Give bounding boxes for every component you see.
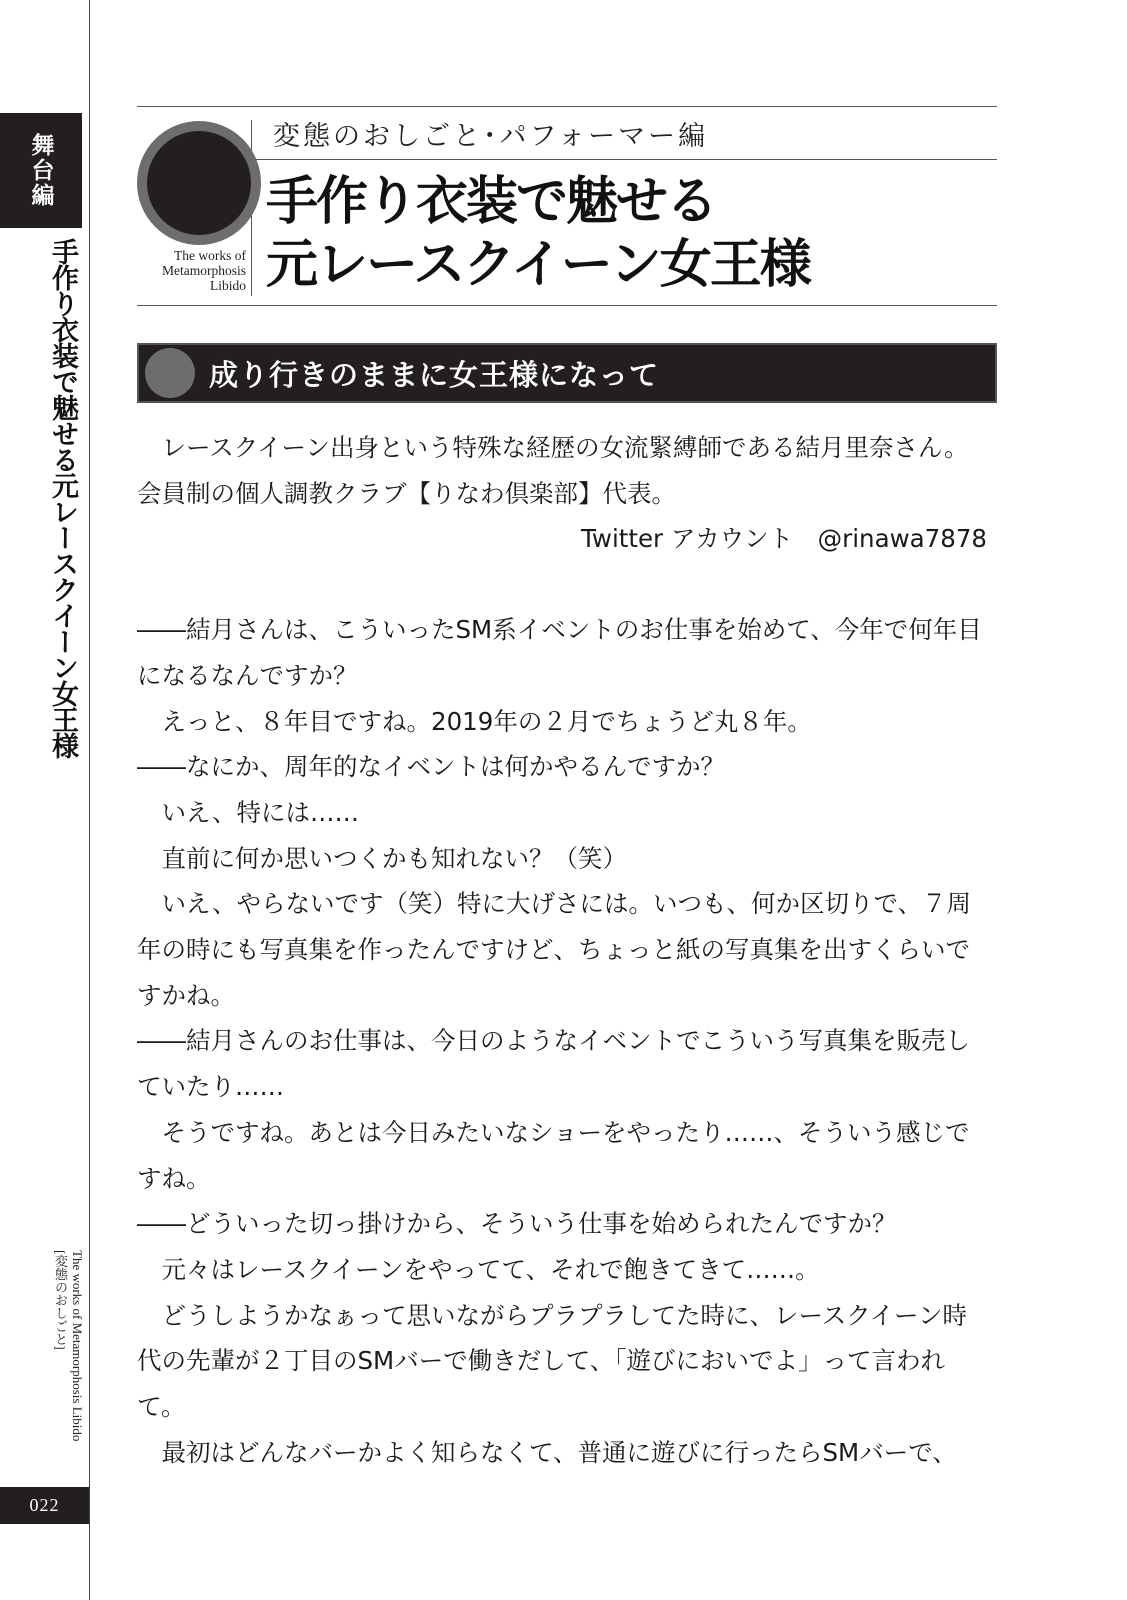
interview-paragraph: 直前に何か思いつくかも知れない？（笑） (161, 843, 627, 873)
works-caption-line: Metamorphosis (162, 263, 246, 278)
book-credit (48, 1250, 86, 1465)
interview-paragraph: ――結月さんのお仕事は、今日のようなイベントでこういう写真集を販売していたり…… (137, 1026, 970, 1102)
interview-paragraph: 元々はレースクイーンをやってて、それで飽きてきて……。 (161, 1254, 820, 1284)
header-top-rule (137, 106, 997, 107)
book-credit-subtitle: [変態のおしごと] (53, 1250, 68, 1350)
article-body (137, 425, 987, 1475)
paragraph-gap (137, 562, 987, 607)
header-bottom-rule (137, 305, 997, 306)
intro-paragraph: レースクイーン出身という特殊な経歴の女流緊縛師である結月里奈さん。会員制の個人調教クラブ【りなわ倶楽部】代表。 (137, 433, 969, 508)
article-title-line: 手作り衣装で魅せる (266, 172, 717, 232)
interview-paragraphs (137, 607, 987, 1475)
header-circle-icon (137, 121, 261, 245)
works-caption-line: Libido (210, 278, 246, 293)
header-mid-rule (252, 159, 997, 160)
section-tab: 舞台編 (0, 113, 82, 228)
interview-paragraph: ――結月さんは、こういったSM系イベントのお仕事を始めて、今年で何年目になるなんですか？ (137, 615, 982, 690)
section-heading: 成り行きのままに女王様になって (209, 357, 660, 392)
article-title-line: 元レースクイーン女王様 (266, 235, 810, 295)
book-credit-title: The works of Metamorphosis Libido (70, 1250, 85, 1442)
article-subtitle: 変態のおしごと･パフォーマー編 (273, 121, 709, 152)
interview-paragraph: そうですね。あとは今日みたいなショーをやったり……、そういう感じですね。 (137, 1117, 970, 1193)
section-circle-icon (145, 348, 195, 398)
article-title (266, 171, 810, 297)
works-caption (130, 248, 246, 293)
margin-rule (89, 0, 90, 1600)
section-bar (137, 343, 997, 403)
interview-paragraph: 最初はどんなバーかよく知らなくて、普通に遊びに行ったらSMバーで、 (161, 1437, 957, 1467)
interview-paragraph: いえ、やらないです（笑）特に大げさには。いつも、何か区切りで、７周年の時にも写真集を作ったんですけど、ちょっと紙の写真集を出すくらいですかね。 (137, 889, 971, 1010)
interview-paragraph: ――どういった切っ掛けから、そういう仕事を始められたんですか？ (137, 1209, 897, 1239)
interview-paragraph: えっと、８年目ですね。2019年の２月でちょうど丸８年。 (161, 706, 812, 736)
running-title: 手作り衣装で魅せる元レースクイーン女王様 (47, 238, 78, 758)
page-number: 022 (0, 1487, 89, 1524)
interview-paragraph: ――なにか、周年的なイベントは何かやるんですか？ (137, 752, 725, 782)
interview-paragraph: いえ、特には…… (161, 797, 359, 827)
works-caption-line: The works of (174, 248, 246, 263)
interview-paragraph: どうしようかなぁって思いながらプラプラしてた時に、レースクイーン時代の先輩が２丁目のSMバーで働きだして、「遊びにおいでよ」って言われて。 (137, 1300, 968, 1422)
twitter-account: Twitter アカウント @rinawa7878 (581, 524, 987, 554)
